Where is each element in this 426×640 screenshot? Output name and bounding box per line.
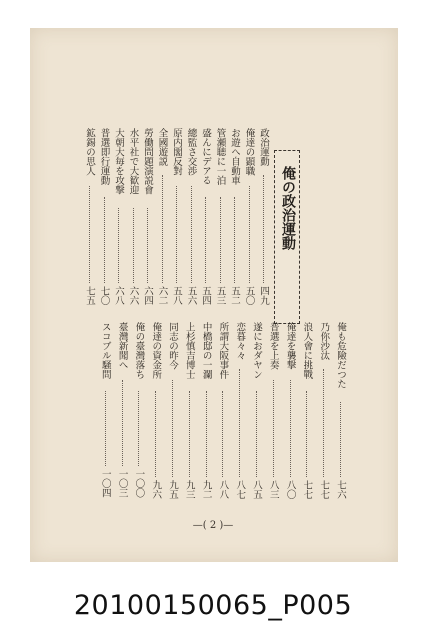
toc-entry-title: 臺灣新聞へ — [116, 322, 128, 370]
toc-entry-title: 俺達の顕職 — [243, 128, 255, 176]
toc-entry-title: 總監さ交渉 — [185, 128, 197, 176]
toc-entry-title: お遊へ自動車 — [229, 128, 240, 185]
toc-entry — [244, 128, 255, 308]
toc-entry-title: 俺も危險だつた — [335, 322, 346, 389]
toc-page-number: 六八 — [113, 286, 124, 305]
toc-entry-title: 盛んにデアる — [200, 128, 211, 185]
toc-leader-dots — [122, 380, 123, 466]
section-title: 俺の政治運動 — [280, 166, 296, 250]
toc-leader-dots — [138, 391, 139, 466]
toc-page-number: 一〇三 — [116, 469, 128, 498]
toc-entry — [184, 322, 195, 502]
toc-leader-dots — [172, 380, 173, 477]
toc-entry — [301, 322, 312, 502]
toc-entry-title: 恋暮々々 — [234, 322, 246, 360]
toc-leader-dots — [263, 175, 264, 283]
toc-entry-title: 上杉慎吉博士 — [183, 322, 195, 379]
toc-page-number: 七七 — [318, 480, 330, 499]
toc-page-number: 九二 — [200, 480, 212, 499]
toc-leader-dots — [118, 208, 119, 283]
toc-entry-title: 勞働問題演説會 — [142, 128, 153, 195]
toc-entry — [215, 128, 226, 308]
toc-entry-title: 管瀬聴に一泊 — [214, 128, 226, 185]
toc-entry-title: 俺達を襲撃 — [284, 322, 296, 370]
toc-leader-dots — [89, 186, 90, 283]
toc-entry — [217, 322, 228, 502]
toc-entry — [201, 322, 212, 502]
toc-page-number: 七〇 — [98, 286, 110, 305]
toc-leader-dots — [133, 208, 134, 283]
toc-entry-title: 所謂大阪事件 — [217, 322, 229, 379]
toc-page-number: 八〇 — [284, 480, 296, 499]
toc-entry-title: 遂におダヤン — [251, 322, 262, 379]
toc-leader-dots — [191, 186, 192, 283]
toc-leader-dots — [222, 391, 223, 477]
toc-entry — [200, 128, 211, 308]
toc-entry — [150, 322, 161, 502]
toc-page-number: 五〇 — [243, 286, 255, 305]
toc-entry — [84, 128, 95, 308]
toc-entry-title: スコブル騒問 — [99, 322, 111, 379]
toc-entry — [142, 128, 153, 308]
toc-page-number: 六二 — [156, 286, 168, 305]
toc-leader-dots — [239, 369, 240, 477]
toc-entry-title: 俺の臺灣落ち — [133, 322, 145, 379]
toc-leader-dots — [206, 391, 207, 477]
toc-entry — [167, 322, 178, 502]
toc-leader-dots — [220, 197, 221, 283]
toc-entry-title: 鉱錫の思人 — [84, 128, 95, 176]
toc-leader-dots — [306, 391, 307, 477]
toc-entry — [318, 322, 329, 502]
toc-page-number: 七六 — [335, 480, 346, 499]
toc-page-number: 一〇〇 — [133, 469, 145, 498]
toc-page-number: 九五 — [167, 480, 178, 499]
toc-leader-dots — [205, 197, 206, 283]
toc-entry — [229, 128, 240, 308]
toc-page-number: 六四 — [142, 286, 153, 305]
toc-entry — [285, 322, 296, 502]
toc-leader-dots — [105, 391, 106, 466]
toc-entry-title: 中橋邸の一瀾 — [200, 322, 212, 379]
toc-leader-dots — [147, 208, 148, 283]
toc-page-number: 八八 — [217, 480, 229, 499]
toc-entry-title: 全國遊説 — [156, 128, 168, 166]
toc-page-number: 七五 — [84, 286, 95, 305]
toc-entry-title: 浪人會に挑戰 — [301, 322, 313, 379]
toc-leader-dots — [340, 402, 341, 477]
toc-page-number: 九六 — [150, 480, 162, 499]
toc-entry — [251, 322, 262, 502]
toc-entry — [335, 322, 346, 502]
toc-page-number: 五三 — [214, 286, 226, 305]
toc-leader-dots — [189, 391, 190, 477]
toc-entry — [258, 128, 269, 308]
toc-entry-title: 普選即行運動 — [98, 128, 110, 185]
toc-page-number: 九三 — [183, 480, 195, 499]
toc-entry-title: 原内閣反對 — [171, 128, 182, 176]
toc-entry — [171, 128, 182, 308]
toc-leader-dots — [256, 391, 257, 477]
toc-entry — [268, 322, 279, 502]
toc-entry — [186, 128, 197, 308]
toc-entry-title: 政治運動 — [258, 128, 269, 166]
toc-entry — [100, 322, 111, 502]
toc-leader-dots — [249, 186, 250, 283]
toc-page-number: 八七 — [234, 480, 246, 499]
toc-entry — [113, 128, 124, 308]
toc-page-number: 四九 — [258, 286, 269, 305]
toc-page-number: 六六 — [127, 286, 139, 305]
toc-page-number: 七七 — [301, 480, 313, 499]
toc-entry — [117, 322, 128, 502]
toc-leader-dots — [273, 380, 274, 477]
toc-entry-title: 同志の昨今 — [167, 322, 178, 370]
toc-page-number: 五六 — [185, 286, 197, 305]
toc-entry — [133, 322, 144, 502]
toc-entry-title: 乃你沙汰 — [318, 322, 330, 360]
toc-entry — [157, 128, 168, 308]
toc-leader-dots — [290, 380, 291, 477]
toc-leader-dots — [162, 175, 163, 283]
toc-page-number: 五二 — [229, 286, 240, 305]
toc-leader-dots — [155, 391, 156, 477]
toc-entry-title: 大朝大毎を攻撃 — [113, 128, 124, 195]
toc-leader-dots — [234, 197, 235, 283]
toc-page-number: 一〇四 — [99, 469, 111, 498]
toc-page-number: 五八 — [171, 286, 182, 305]
toc-entry — [128, 128, 139, 308]
toc-leader-dots — [176, 186, 177, 283]
toc-entry — [99, 128, 110, 308]
toc-page-number: 八三 — [267, 480, 279, 499]
toc-entry — [234, 322, 245, 502]
image-caption: 20100150065_P005 — [73, 590, 353, 621]
toc-entry-title: 水平社で大歓迎 — [127, 128, 139, 195]
page-number: —( 2 )— — [192, 520, 234, 531]
toc-entry-title: 普選を上奏 — [267, 322, 279, 370]
toc-entry-title: 俺達の資金所 — [150, 322, 162, 379]
toc-page-number: 五四 — [200, 286, 211, 305]
toc-page-number: 八五 — [251, 480, 262, 499]
toc-leader-dots — [323, 369, 324, 477]
toc-leader-dots — [104, 197, 105, 283]
